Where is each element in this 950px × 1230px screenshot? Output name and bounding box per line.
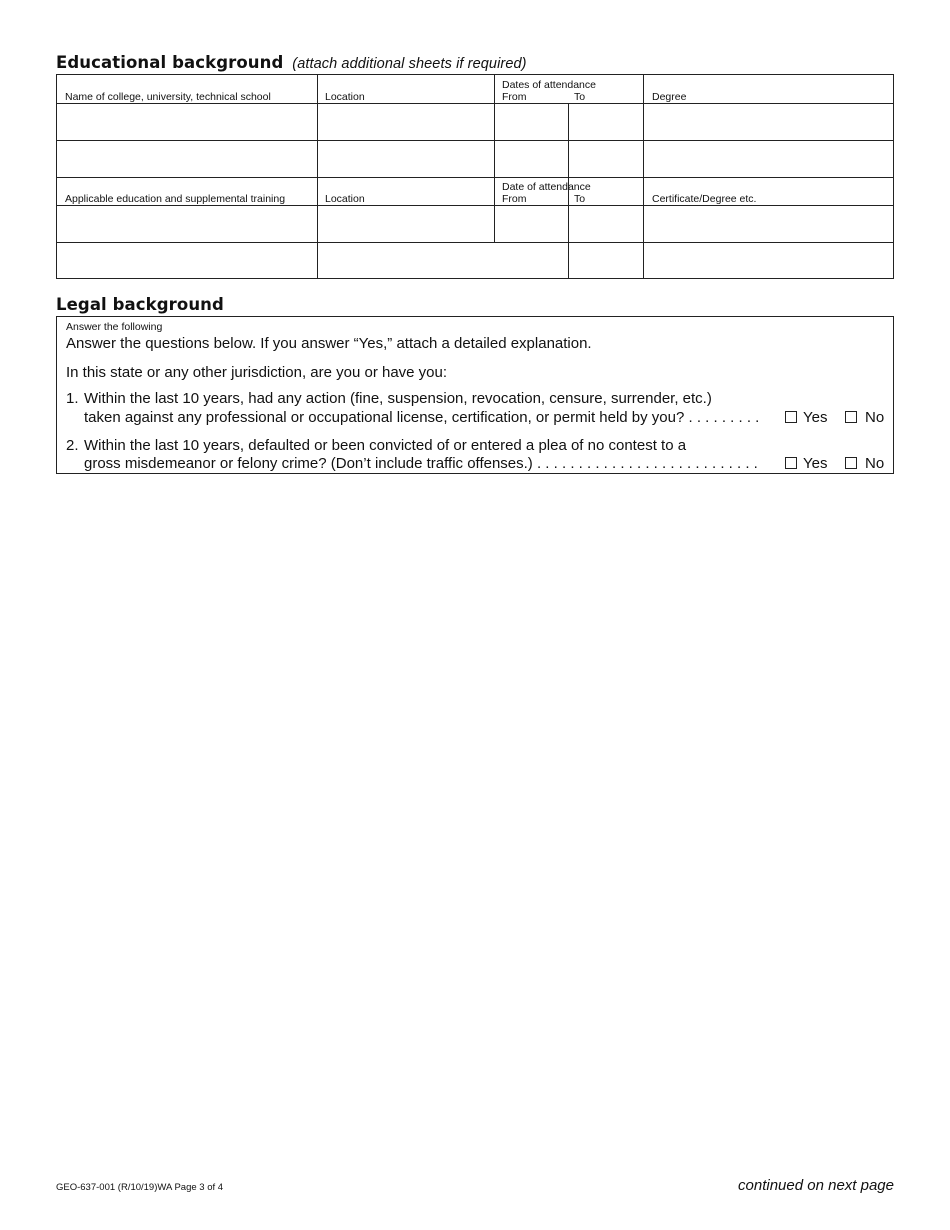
legal-background-title [56, 295, 224, 314]
no-label: No [865, 455, 885, 472]
header-location: Location [325, 193, 365, 205]
header-certificate: Certificate/Degree etc. [652, 193, 757, 205]
section-note: (attach additional sheets if required) [292, 56, 527, 72]
certificate-input[interactable] [644, 206, 892, 241]
training-name-input[interactable] [58, 206, 316, 241]
educational-background-title [56, 53, 527, 72]
to-input[interactable] [569, 243, 642, 277]
row-divider [57, 177, 893, 178]
question-number: 1. [66, 390, 79, 407]
header-dates: Dates of attendance [502, 79, 596, 91]
question-text-line1: Within the last 10 years, had any action (fine, suspension, revocation, censure, surrender, etc.) [84, 390, 712, 407]
question-text-line2: taken against any professional or occupational license, certification, or permit held by you? . . . . . . . . . [84, 409, 760, 426]
degree-input[interactable] [644, 104, 892, 139]
answer-following-label: Answer the following [66, 321, 163, 333]
from-input[interactable] [495, 141, 567, 176]
instruction-text: Answer the questions below. If you answer “Yes,” attach a detailed explanation. [66, 335, 592, 352]
school-name-input[interactable] [58, 141, 316, 176]
location-input[interactable] [318, 243, 567, 277]
location-input[interactable] [318, 141, 493, 176]
yes-label: Yes [803, 455, 828, 472]
form-code: GEO-637-001 (R/10/19)WA Page 3 of 4 [56, 1182, 224, 1193]
header-from: From [502, 91, 527, 103]
school-name-input[interactable] [58, 104, 316, 139]
question-text-line2: gross misdemeanor or felony crime? (Don’t include traffic offenses.) . . . . . . . . . . . . . . . . . . . . . . . . . . . [84, 455, 758, 472]
to-input[interactable] [569, 104, 642, 139]
section-heading: Legal background [56, 295, 224, 314]
header-training-name: Applicable education and supplemental training [65, 193, 286, 205]
from-input[interactable] [495, 206, 567, 241]
no-checkbox[interactable] [845, 411, 857, 423]
header-to: To [574, 91, 586, 103]
to-input[interactable] [569, 206, 642, 241]
certificate-input[interactable] [644, 243, 892, 277]
education-table [56, 74, 894, 279]
header-dates: Date of attendance [502, 181, 591, 193]
header-location: Location [325, 91, 365, 103]
header-from: From [502, 193, 527, 205]
location-input[interactable] [318, 206, 493, 241]
legal-questions-box [56, 316, 894, 474]
question-text-line1: Within the last 10 years, defaulted or been convicted of or entered a plea of no contest to a [84, 437, 687, 454]
continued-note: continued on next page [738, 1177, 894, 1194]
yes-checkbox[interactable] [785, 457, 797, 469]
from-input[interactable] [495, 104, 567, 139]
yes-label: Yes [803, 409, 828, 426]
no-checkbox[interactable] [845, 457, 857, 469]
header-to: To [574, 193, 586, 205]
header-degree: Degree [652, 91, 687, 103]
question-number: 2. [66, 437, 79, 454]
yes-checkbox[interactable] [785, 411, 797, 423]
no-label: No [865, 409, 885, 426]
header-school-name: Name of college, university, technical school [65, 91, 271, 103]
degree-input[interactable] [644, 141, 892, 176]
location-input[interactable] [318, 104, 493, 139]
to-input[interactable] [569, 141, 642, 176]
training-name-input[interactable] [58, 243, 316, 277]
section-heading: Educational background [56, 53, 284, 72]
lead-text: In this state or any other jurisdiction, are you or have you: [66, 364, 448, 381]
